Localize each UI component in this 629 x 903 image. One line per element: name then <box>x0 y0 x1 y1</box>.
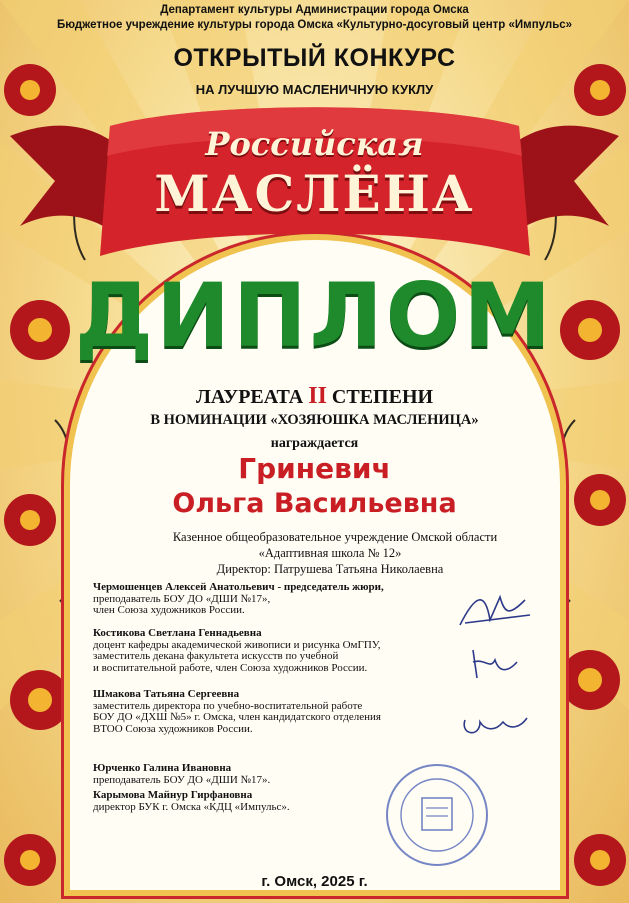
ribbon-line-1: Российская <box>205 125 424 163</box>
diploma-title: ДИПЛОМ <box>74 264 555 367</box>
laureate-suffix: СТЕПЕНИ <box>326 386 434 408</box>
jury-member-detail: ВТОО Союза художников России. <box>93 722 253 735</box>
laureate-prefix: ЛАУРЕАТА <box>195 386 309 408</box>
jury-member-name: Юрченко Галина Ивановна <box>93 762 232 774</box>
contest-subtitle: НА ЛУЧШУЮ МАСЛЕНИЧНУЮ КУКЛУ <box>195 82 434 97</box>
jury-member-name: Шмакова Татьяна Сергеевна <box>93 688 240 700</box>
nomination: В НОМИНАЦИИ «ХОЗЯЮШКА МАСЛЕНИЦА» <box>150 412 479 428</box>
degree-number: II <box>308 383 327 409</box>
jury-member-detail: и воспитательной работе, член Союза художников России. <box>93 661 368 674</box>
signature-member-2 <box>465 640 525 685</box>
jury-member-name: Карымова Майнур Гирфановна <box>93 789 253 801</box>
signature-chairman <box>455 585 535 635</box>
jury-member <box>93 628 443 674</box>
ribbon-line-2: МАСЛЁНА <box>154 164 475 223</box>
jury-member-detail: заместитель директора по учебно-воспитательной работе <box>93 699 363 712</box>
jury-member-name: Чермошенцев Алексей Анатольевич <box>93 581 275 593</box>
contest-title: ОТКРЫТЫЙ КОНКУРС <box>173 44 456 72</box>
jury-member-detail: член Союза художников России. <box>93 604 245 616</box>
jury-member-name: Костикова Светлана Геннадьевна <box>93 627 262 639</box>
institution-line-2: «Адаптивная школа № 12» <box>258 546 402 560</box>
jury-member-detail: директор БУК г. Омска «КДЦ «Импульс». <box>93 800 290 813</box>
jury-member-detail: преподаватель БОУ ДО «ДШИ №17», <box>93 592 271 605</box>
jury-member-detail: БОУ ДО «ДХШ №5» г. Омска, член кандидатского отделения <box>93 711 381 723</box>
department-name: Департамент культуры Администрации города Омска <box>160 4 469 16</box>
institution-line-1: Казенное общеобразовательное учреждение Омской области <box>172 530 498 544</box>
jury-member-detail: преподаватель БОУ ДО «ДШИ №17». <box>93 773 271 786</box>
jury-member-detail: доцент кафедры академической живописи и рисунка ОмГПУ, <box>93 638 381 651</box>
official-stamp <box>382 760 492 870</box>
jury-member <box>93 582 443 617</box>
jury-member-role: - председатель жюри, <box>274 581 384 593</box>
recipient-surname: Гриневич <box>238 452 391 485</box>
signature-member-3 <box>455 700 535 745</box>
jury-member <box>93 689 443 735</box>
recipient-name: Ольга Васильевна <box>172 488 457 519</box>
awarded-label: награждается <box>270 436 359 451</box>
organization-name: Бюджетное учреждение культуры города Омска «Культурно-досуговый центр «Импульс» <box>56 19 573 31</box>
institution-director: Директор: Патрушева Татьяна Николаевна <box>216 562 444 576</box>
laureate-degree-line <box>0 383 629 410</box>
jury-member-detail: заместитель декана факультета искусств по учебной <box>93 650 339 662</box>
city-year: г. Омск, 2025 г. <box>261 873 368 890</box>
